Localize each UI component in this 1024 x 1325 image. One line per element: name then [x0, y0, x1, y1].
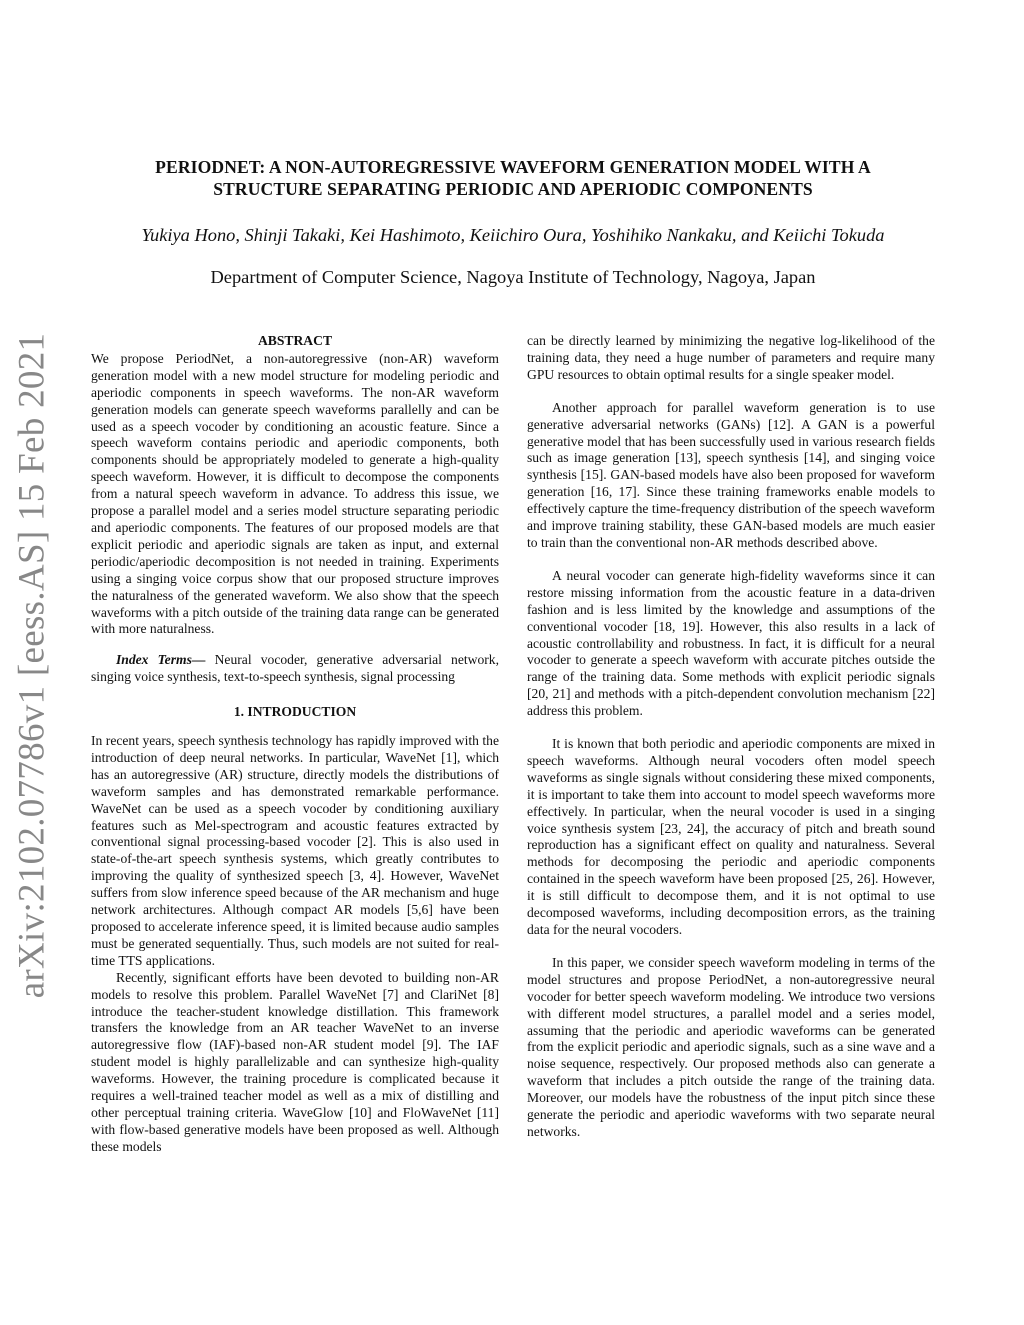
intro-paragraph-2: Recently, significant efforts have been devoted to building non-AR models to resolve this problem. Parallel WaveNet [7] and ClariNet [8] introduce the teacher-student knowledge distillation. This framework transfers the knowledge from an AR teacher WaveNet to an inverse autoregressive flow (IAF)-based non-AR student model [9]. The IAF student model is highly parallelizable and can synthesize high-quality waveforms. However, the training procedure is complicated because it requires a well-trained teacher model as well as a mix of distilling and other perceptual training criteria. WaveGlow [10] and FloWaveNet [11] with flow-based generative models have been proposed as well. Although these models: [91, 969, 499, 1154]
intro-paragraph-5: A neural vocoder can generate high-fidelity waveforms since it can restore missing information from the acoustic feature in a data-driven fashion and is less limited by the knowledge and assumptions of the conventional vocoder [18, 19]. However, this also results in a lack of acoustic controllability and robustness. In fact, it is difficult for a neural vocoder to generate a speech waveform with accurate pitches outside the range of the training data. Some methods with explicit periodic signals [20, 21] and methods with a pitch-dependent convolution mechanism [22] address this problem.: [527, 567, 935, 719]
abstract-heading: ABSTRACT: [257, 333, 333, 348]
paper-title-line-2: STRUCTURE SEPARATING PERIODIC AND APERIODIC COMPONENTS: [213, 179, 813, 199]
paper-authors: Yukiya Hono, Shinji Takaki, Kei Hashimoto, Keiichiro Oura, Yoshihiko Nankaku, and Keiichi Tokuda: [141, 225, 885, 245]
paper-affiliation: Department of Computer Science, Nagoya Institute of Technology, Nagoya, Japan: [210, 267, 816, 287]
right-column: [527, 333, 935, 1141]
intro-paragraph-1: In recent years, speech synthesis technology has rapidly improved with the introduction of deep neural networks. In particular, WaveNet [1], which has an autoregressive (AR) structure, directly models the distributions of waveform samples and has demonstrated remarkable performance. WaveNet can be used as a speech vocoder by conditioning auxiliary features such as Mel-spectrogram and acoustic features extracted by conventional signal processing-based vocoder [2]. This is also used in state-of-the-art speech synthesis systems, which greatly contributes to improving the quality of synthesized speech [3, 4]. However, WaveNet suffers from slow inference speed because of the AR mechanism and huge network architectures. Although compact AR models [5,6] have been proposed to accelerate inference speed, it is limited because audio samples must be generated sequentially. Thus, such models are not suited for real-time TTS applications.: [91, 733, 499, 968]
index-terms: [91, 652, 499, 686]
arxiv-identifier-stamp: [2, 332, 62, 998]
intro-paragraph-4: Another approach for parallel waveform generation is to use generative adversarial networks (GANs) [12]. A GAN is a powerful generative model that has been successfully used in various research fields such as image generation [13], speech synthesis [14], and singing voice synthesis [15]. GAN-based models have also been proposed for waveform generation [16, 17]. Since these training frameworks enable models to effectively capture the time-frequency distribution of the speech waveform and improve training stability, these GAN-based models are much easier to train than the conventional non-AR methods described above.: [527, 399, 935, 550]
abstract-text: We propose PeriodNet, a non-autoregressive (non-AR) waveform generation model with a new model structure for modeling periodic and aperiodic components in speech waveforms. The non-AR waveform generation models can generate speech waveforms parallelly and can be used as a speech vocoder by conditioning an acoustic feature. Since a speech waveform contains periodic and aperiodic components, both components should be appropriately modeled to generate a high-quality speech waveform. However, it is difficult to decompose the components from a natural speech waveform in advance. To address this issue, we propose a parallel model and a series model structure separating periodic and aperiodic components. The features of our proposed models are that explicit periodic and aperiodic signals are taken as input, and external periodic/aperiodic decomposition is not needed in training. Experiments using a singing voice corpus show that our proposed structure improves the naturalness of the generated waveform. We also show that the speech waveforms with a pitch outside of the training data range can be generated with more naturalness.: [91, 350, 499, 637]
index-terms-text: Neural vocoder, generative adversarial network, singing voice synthesis, text-to-speech synthesis, signal processing: [91, 652, 499, 685]
paper-title: [90, 156, 936, 200]
left-column: [91, 333, 499, 1156]
intro-paragraph-7: In this paper, we consider speech waveform modeling in terms of the model structures and propose PeriodNet, a non-autoregressive neural vocoder for better speech waveform modeling. We introduce two versions with different model structures, a parallel model and a series model, assuming that the periodic and aperiodic waveforms can be generated from the explicit periodic and aperiodic signals, such as a sine wave and a noise sequence, respectively. Our proposed methods also can generate a waveform that includes a pitch outside the range of the training data. Moreover, our models have the robustness of the input pitch since these generate the periodic and aperiodic waveforms with two separate neural networks.: [527, 954, 935, 1139]
paper-title-line-1: PERIODNET: A NON-AUTOREGRESSIVE WAVEFORM GENERATION MODEL WITH A: [155, 157, 871, 177]
arxiv-identifier-text: arXiv:2102.07786v1 [eess.AS] 15 Feb 2021: [11, 332, 53, 998]
intro-paragraph-6: It is known that both periodic and aperiodic components are mixed in speech waveforms. Although neural vocoders often model speech waveforms as single signals without considering these mixed components, it is important to take them into account to model speech waveforms more effectively. In particular, when the neural vocoder is used in a singing voice synthesis system [23, 24], the accuracy of pitch and breath sound reproduction has a significant effect on quality and naturalness. Several methods for decomposing the periodic and aperiodic components contained in the speech waveform have been proposed [25, 26]. However, it is still difficult to decompose them, and it is not optimal to use decomposed waveforms, including decomposition errors, as the training data for the neural vocoders.: [527, 736, 935, 937]
intro-paragraph-3: can be directly learned by minimizing the negative log-likelihood of the training data, they need a huge number of parameters and require many GPU resources to obtain optimal results for a single speaker model.: [527, 333, 935, 382]
index-terms-label: Index Terms—: [116, 652, 206, 668]
introduction-heading: 1. INTRODUCTION: [233, 704, 357, 720]
